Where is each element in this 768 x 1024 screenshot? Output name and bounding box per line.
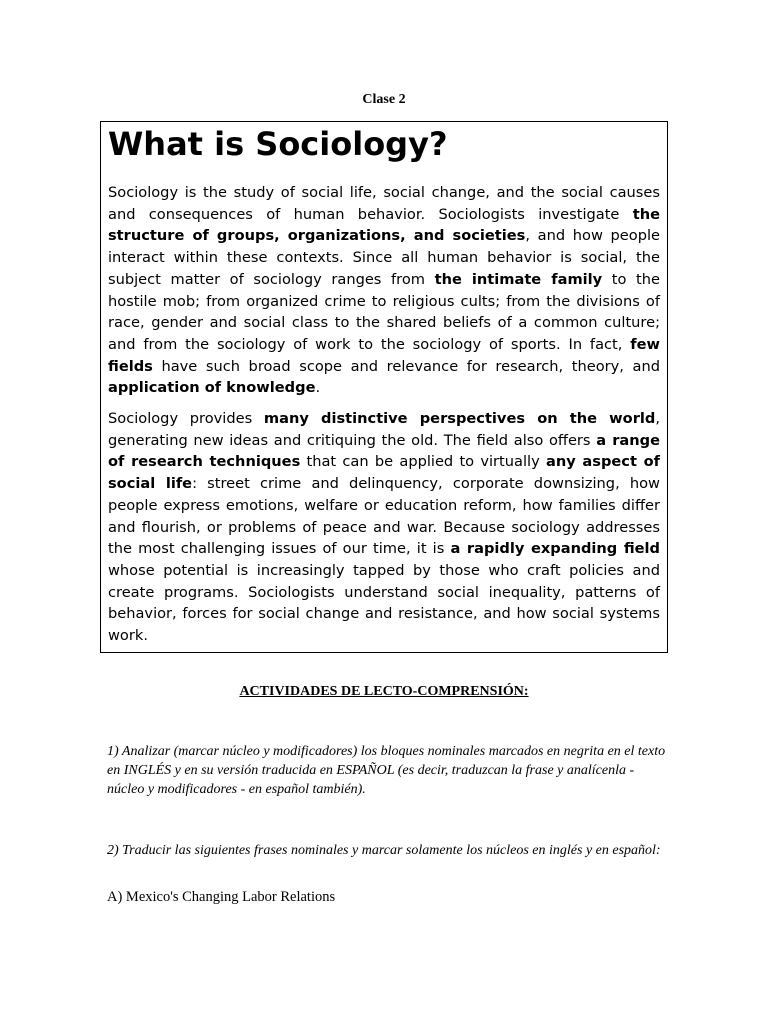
text-run: , and how people interact within these contexts. Since all human behavior is social, the subject matter of sociology ranges from <box>108 227 661 288</box>
text-run: Sociology is the study of social life, social change, and the social causes and consequences of human behavior. Sociologists investigate <box>108 184 660 223</box>
text-run: to the hostile mob; from organized crime to religious cults; from the divisions of race, gender and social class to the shared beliefs of a common culture; and from the sociology of work to the sociology of sports. In fact, <box>108 270 660 353</box>
activities-heading: ACTIVIDADES DE LECTO-COMPRENSIÓN: <box>239 684 529 699</box>
text-run: Sociology provides <box>108 410 264 428</box>
text-run: : street crime and delinquency, corporate downsizing, how people express emotions, welfare or education reform, how families differ and flourish, or problems of peace and war. Because sociology addresses the most challenging issues of our time, it is <box>108 475 660 558</box>
bold-phrase: few fields <box>108 335 660 375</box>
question-1: 1) Analizar (marcar núcleo y modificadores) los bloques nominales marcados en negrita en el texto en INGLÉS y en su versión traducida en ESPAÑOL (es decir, traduzcan la frase y analícenla -núcleo y modificadores - en español también). <box>107 744 666 797</box>
article-paragraph-2 <box>108 408 660 647</box>
text-run: . <box>315 379 321 397</box>
text-run: have such broad scope and relevance for research, theory, and <box>152 357 660 375</box>
bold-phrase: a rapidly expanding field <box>450 540 660 558</box>
article-paragraph-1 <box>108 182 660 399</box>
text-run: , generating new ideas and critiquing the old. The field also offers <box>108 410 660 449</box>
question-2-item-a: A) Mexico's Changing Labor Relations <box>107 889 336 905</box>
bold-phrase: any aspect of social life <box>108 453 660 493</box>
article-title: What is Sociology? <box>108 125 448 163</box>
bold-phrase: many distinctive perspectives on the world <box>263 410 656 428</box>
text-run: whose potential is increasingly tapped by those who craft policies and create programs. Sociologists understand social inequality, patterns of behavior, forces for social change and resistance, and how social systems work. <box>108 561 660 645</box>
bold-phrase: the structure of groups, organizations, and societies <box>108 205 660 245</box>
bold-phrase: the intimate family <box>434 270 603 288</box>
bold-phrase: application of knowledge <box>108 379 316 397</box>
class-label: Clase 2 <box>362 92 406 107</box>
text-run: that can be applied to virtually <box>300 453 546 471</box>
article-box <box>100 121 668 653</box>
question-2: 2) Traducir las siguientes frases nominales y marcar solamente los núcleos en inglés y en español: <box>107 843 661 858</box>
bold-phrase: a range of research techniques <box>108 431 660 471</box>
